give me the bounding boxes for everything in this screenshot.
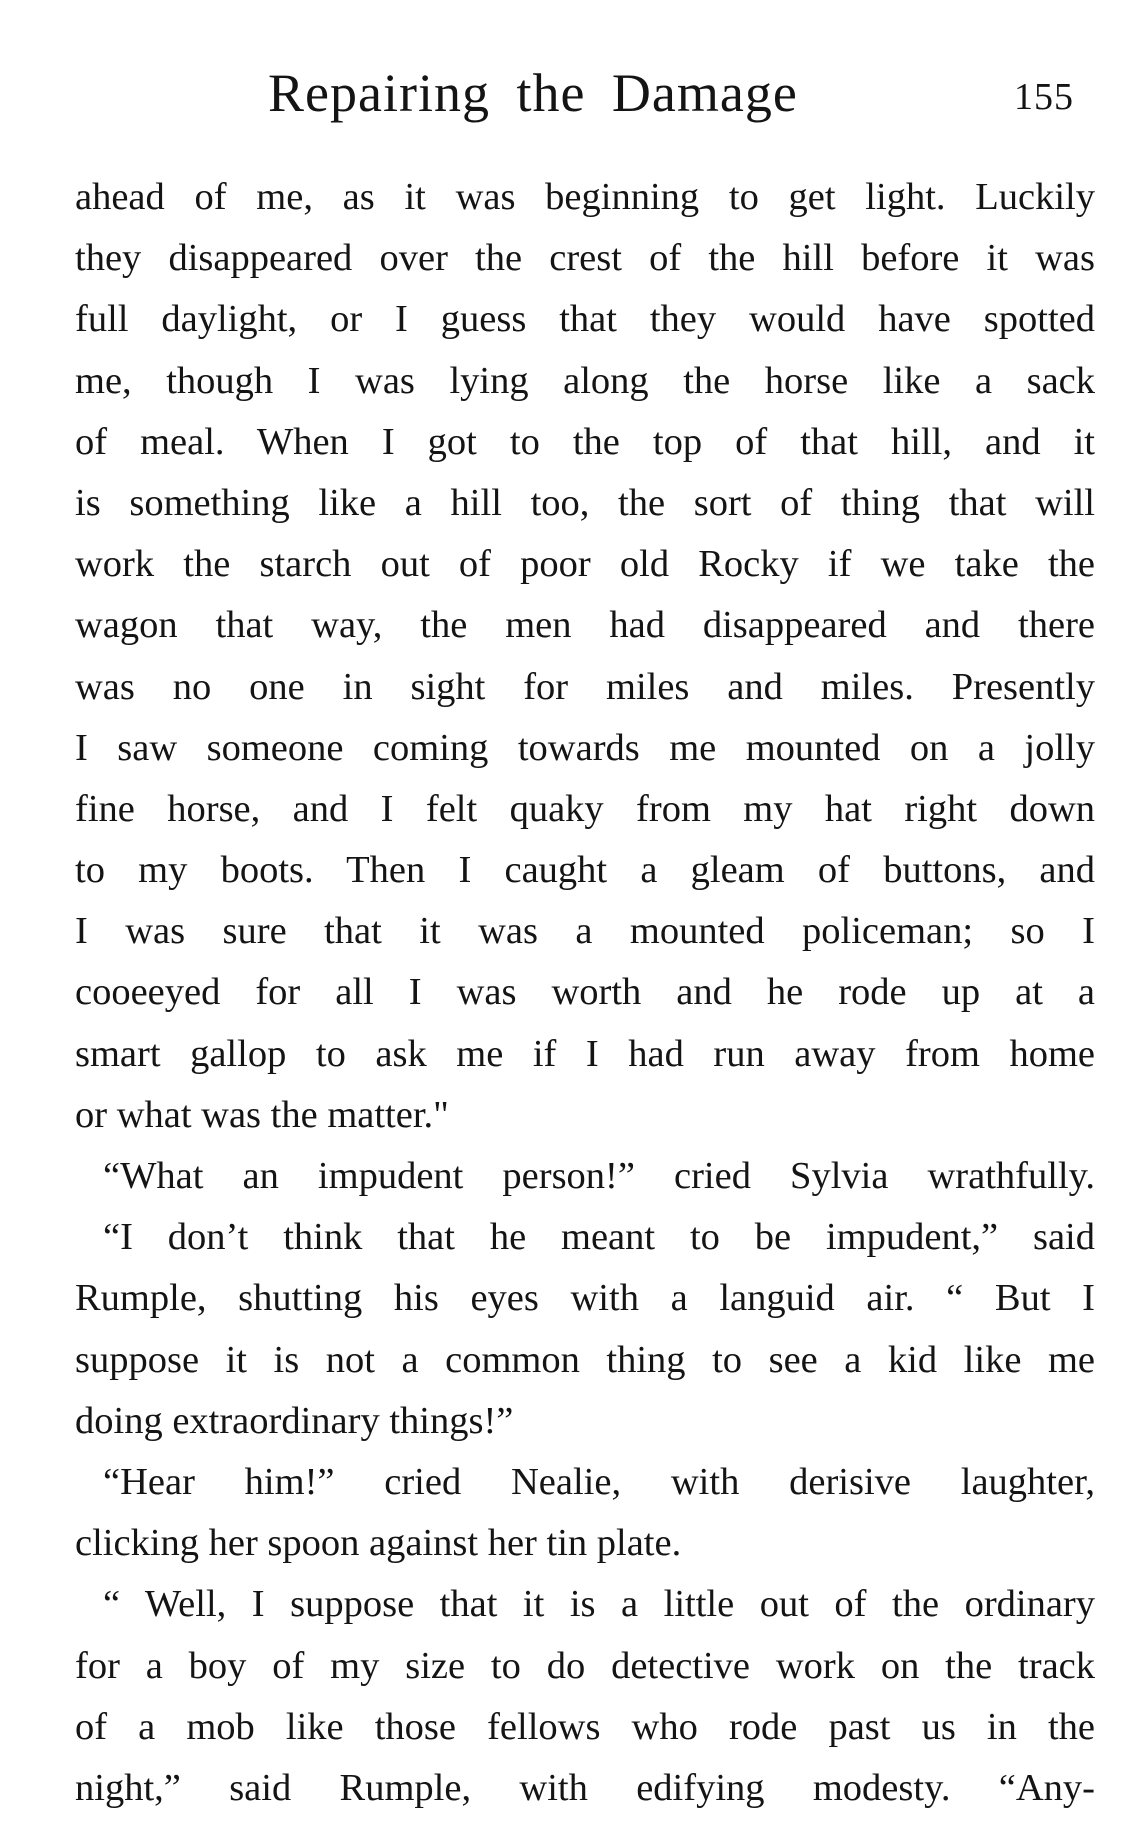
- text-line: smart gallop to ask me if I had run away from home: [75, 1032, 1095, 1075]
- text-line: was no one in sight for miles and miles. Presently: [75, 665, 1095, 708]
- body-text: [75, 167, 1095, 1819]
- running-head: [0, 58, 1144, 128]
- text-line: is something like a hill too, the sort of thing that will: [75, 481, 1095, 524]
- text-line: I saw someone coming towards me mounted on a jolly: [75, 726, 1095, 769]
- text-line: cooeeyed for all I was worth and he rode up at a: [75, 971, 1095, 1014]
- text-line: “Hear him!” cried Nealie, with derisive laughter,: [103, 1460, 1095, 1503]
- text-line: doing extraordinary things!”: [75, 1399, 514, 1442]
- text-line: ahead of me, as it was beginning to get light. Luckily: [75, 176, 1095, 218]
- text-line: fine horse, and I felt quaky from my hat right down: [75, 787, 1095, 830]
- text-line: work the starch out of poor old Rocky if we take the: [75, 543, 1095, 586]
- text-line: full daylight, or I guess that they would have spotted: [75, 298, 1095, 341]
- text-line: me, though I was lying along the horse like a sack: [75, 359, 1095, 402]
- text-line: to my boots. Then I caught a gleam of buttons, and: [75, 849, 1095, 892]
- text-line: wagon that way, the men had disappeared and there: [75, 604, 1095, 647]
- text-line: “I don’t think that he meant to be impudent,” said: [103, 1216, 1095, 1259]
- text-line: night,” said Rumple, with edifying modesty. “Any-: [75, 1766, 1095, 1809]
- text-line: clicking her spoon against her tin plate.: [75, 1522, 682, 1565]
- text-line: for a boy of my size to do detective work on the track: [75, 1644, 1095, 1687]
- text-line: of meal. When I got to the top of that hill, and it: [75, 420, 1095, 463]
- text-line: suppose it is not a common thing to see a kid like me: [75, 1338, 1095, 1381]
- text-line: “What an impudent person!” cried Sylvia wrathfully.: [103, 1155, 1095, 1197]
- text-line: of a mob like those fellows who rode past us in the: [75, 1705, 1095, 1748]
- text-line: I was sure that it was a mounted policeman; so I: [75, 910, 1095, 953]
- text-line: Rumple, shutting his eyes with a languid air. “ But I: [75, 1277, 1095, 1320]
- chapter-title: Repairing the Damage: [268, 63, 798, 123]
- text-line: they disappeared over the crest of the hill before it was: [75, 237, 1095, 280]
- text-line: “ Well, I suppose that it is a little out of the ordinary: [103, 1583, 1095, 1626]
- text-line: or what was the matter.": [75, 1093, 449, 1136]
- page-number: 155: [1014, 76, 1074, 118]
